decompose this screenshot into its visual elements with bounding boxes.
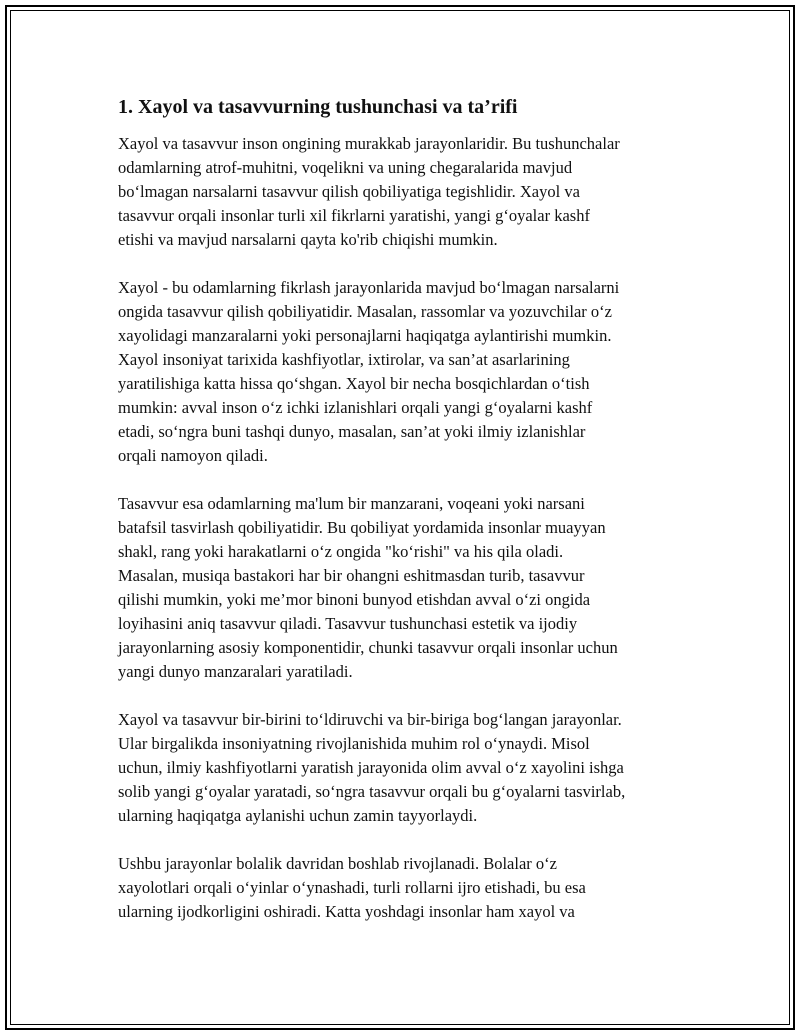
text-line: orqali namoyon qiladi. xyxy=(118,446,268,465)
text-line: loyihasini aniq tasavvur qiladi. Tasavvur tushunchasi estetik va ijodiy xyxy=(118,614,578,633)
text-line: solib yangi g‘oyalar yaratadi, so‘ngra tasavvur orqali bu g‘oyalarni tasvirlab, xyxy=(118,782,626,801)
text-line: ularning ijodkorligini oshiradi. Katta yoshdagi insonlar ham xayol va xyxy=(118,902,575,921)
section-heading: 1. Xayol va tasavvurning tushunchasi va ta’rifi xyxy=(118,96,518,118)
text-line: ularning haqiqatga aylanishi uchun zamin tayyorlaydi. xyxy=(118,806,478,825)
document-body xyxy=(118,92,708,948)
text-line: yaratilishiga katta hissa qo‘shgan. Xayol bir necha bosqichlardan o‘tish xyxy=(118,374,590,393)
text-line: Ushbu jarayonlar bolalik davridan boshlab rivojlanadi. Bolalar o‘z xyxy=(118,854,557,873)
paragraph xyxy=(118,492,708,684)
text-line: yangi dunyo manzaralari yaratiladi. xyxy=(118,662,353,681)
paragraph xyxy=(118,132,708,252)
text-line: qilishi mumkin, yoki me’mor binoni bunyod etishdan avval o‘zi ongida xyxy=(118,590,591,609)
text-line: bo‘lmagan narsalarni tasavvur qilish qobiliyatiga tegishlidir. Xayol va xyxy=(118,182,580,201)
text-line: Masalan, musiqa bastakori har bir ohangni eshitmasdan turib, tasavvur xyxy=(118,566,585,585)
text-line: xayolidagi manzaralarni yoki personajlarni haqiqatga aylantirishi mumkin. xyxy=(118,326,612,345)
text-line: xayolotlari orqali o‘yinlar o‘ynashadi, turli rollarni ijro etishadi, bu esa xyxy=(118,878,586,897)
text-line: Ular birgalikda insoniyatning rivojlanishida muhim rol o‘ynaydi. Misol xyxy=(118,734,590,753)
text-line: etishi va mavjud narsalarni qayta ko'rib chiqishi mumkin. xyxy=(118,230,498,249)
text-line: uchun, ilmiy kashfiyotlarni yaratish jarayonida olim avval o‘z xayolini ishga xyxy=(118,758,624,777)
text-line: Xayol va tasavvur inson ongining murakkab jarayonlaridir. Bu tushunchalar xyxy=(118,134,620,153)
text-line: odamlarning atrof-muhitni, voqelikni va uning chegaralarida mavjud xyxy=(118,158,573,177)
paragraph xyxy=(118,276,708,468)
text-line: Xayol - bu odamlarning fikrlash jarayonlarida mavjud bo‘lmagan narsalarni xyxy=(118,278,620,297)
text-line: batafsil tasvirlash qobiliyatidir. Bu qobiliyat yordamida insonlar muayyan xyxy=(118,518,606,537)
text-line: shakl, rang yoki harakatlarni o‘z ongida "ko‘rishi" va his qila oladi. xyxy=(118,542,564,561)
text-line: Tasavvur esa odamlarning ma'lum bir manzarani, voqeani yoki narsani xyxy=(118,494,585,513)
text-line: etadi, so‘ngra buni tashqi dunyo, masalan, san’at yoki ilmiy izlanishlar xyxy=(118,422,586,441)
paragraph xyxy=(118,708,708,828)
text-line: Xayol insoniyat tarixida kashfiyotlar, ixtirolar, va san’at asarlarining xyxy=(118,350,570,369)
text-line: Xayol va tasavvur bir-birini to‘ldiruvchi va bir-biriga bog‘langan jarayonlar. xyxy=(118,710,622,729)
paragraph xyxy=(118,852,708,924)
text-line: tasavvur orqali insonlar turli xil fikrlarni yaratishi, yangi g‘oyalar kashf xyxy=(118,206,590,225)
text-line: mumkin: avval inson o‘z ichki izlanishlari orqali yangi g‘oyalarni kashf xyxy=(118,398,593,417)
text-line: ongida tasavvur qilish qobiliyatidir. Masalan, rassomlar va yozuvchilar o‘z xyxy=(118,302,612,321)
text-line: jarayonlarning asosiy komponentidir, chunki tasavvur orqali insonlar uchun xyxy=(118,638,618,657)
paragraph-container xyxy=(118,132,708,924)
